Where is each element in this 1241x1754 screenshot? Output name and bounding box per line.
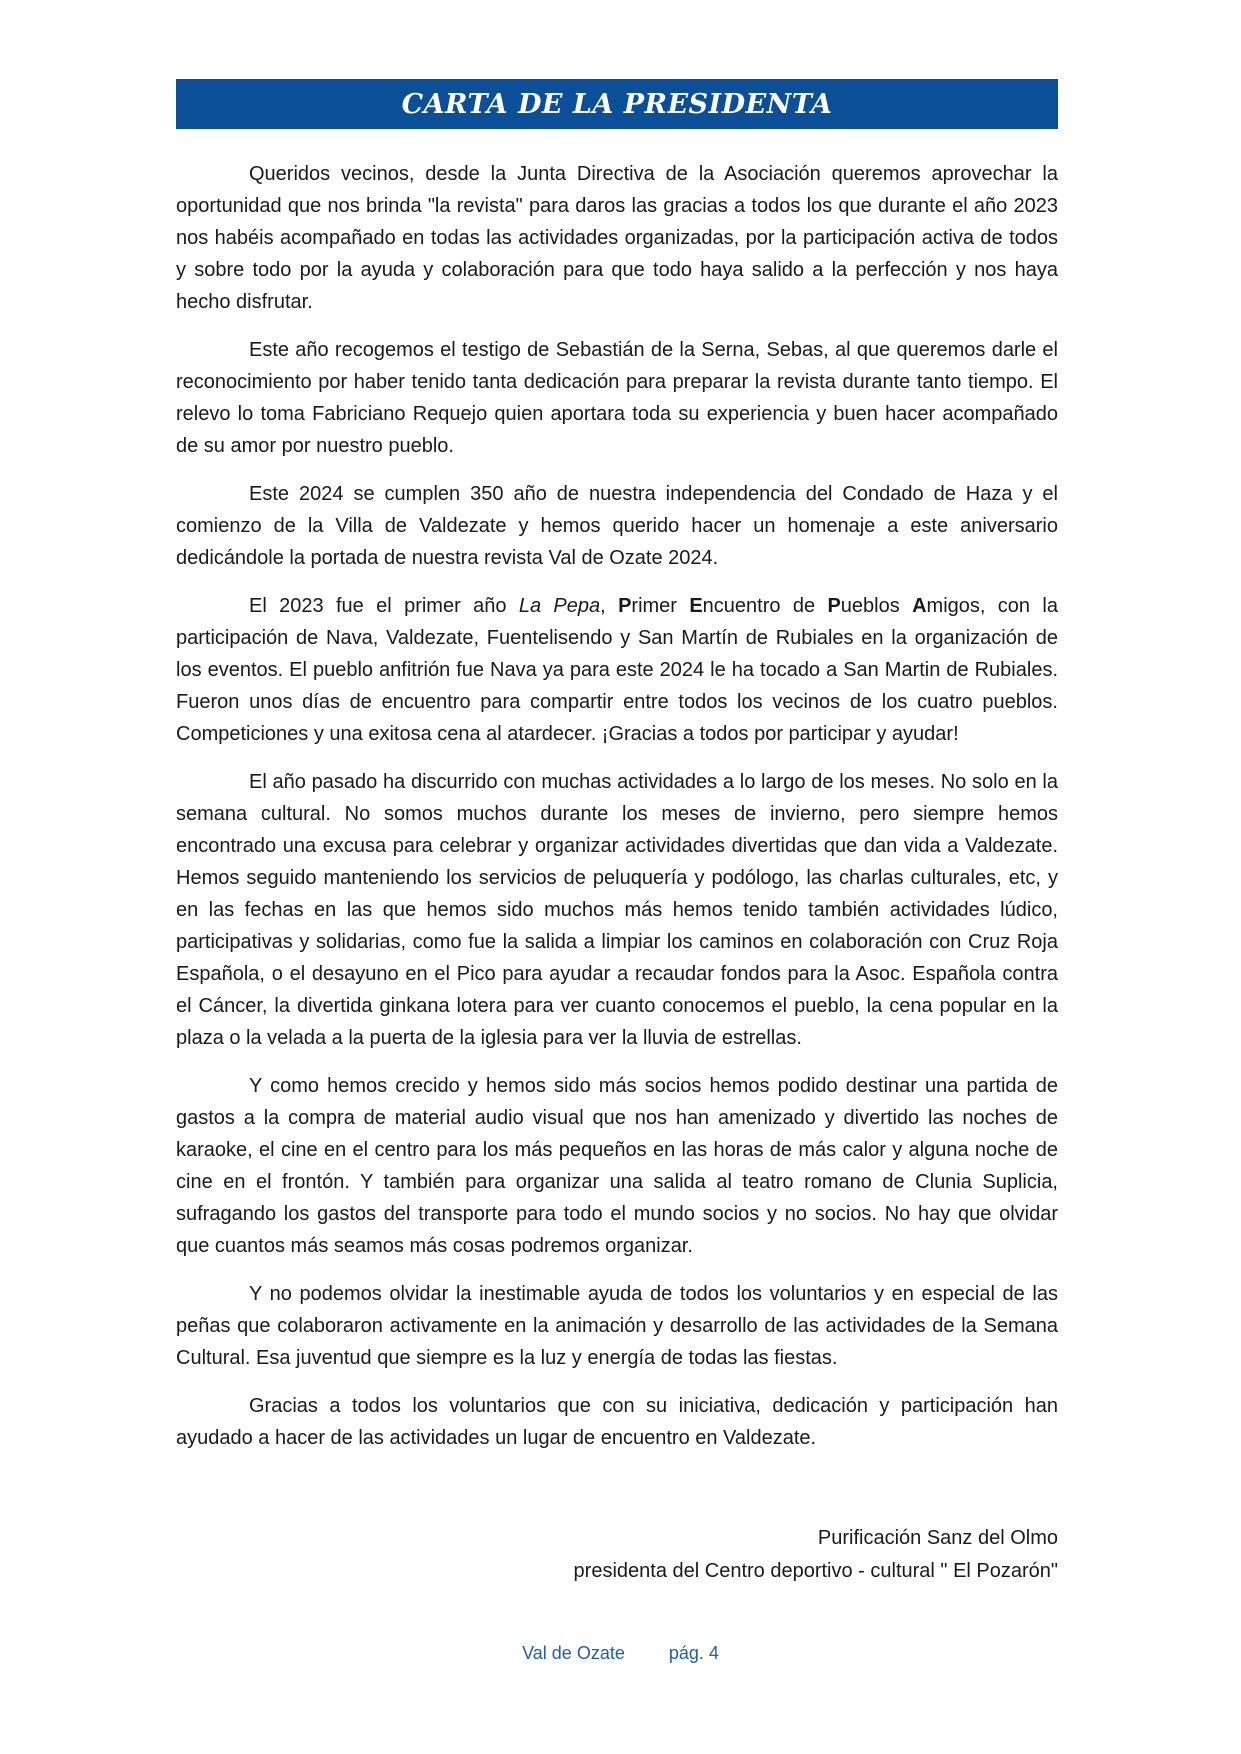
text-run: ueblos xyxy=(840,595,913,617)
signature-block xyxy=(574,1522,1058,1588)
paragraph: Queridos vecinos, desde la Junta Directiva de la Asociación queremos aprovechar la oportunidad que nos brinda "la revista" para daros las gracias a todos los que durante el año 2023 nos habéis acompañado en todas las actividades organizadas, por la participación activa de todos y sobre todo por la ayuda y colaboración para que todo haya salido a la perfección y nos haya hecho disfrutar. xyxy=(176,163,1058,313)
paragraph: Y no podemos olvidar la inestimable ayuda de todos los voluntarios y en especial de las peñas que colaboraron activamente en la animación y desarrollo de las actividades de la Semana Cultural. Esa juventud que siempre es la luz y energía de todas las fiestas. xyxy=(176,1283,1058,1369)
text-run: El 2023 fue el primer año xyxy=(249,595,519,617)
text-run: ncuentro de xyxy=(702,595,828,617)
acronym-letter: E xyxy=(689,595,703,617)
title-banner xyxy=(176,79,1058,129)
text-run: migos, con la participación de Nava, Valdezate, Fuentelisendo y San Martín de Rubiales en la organización de los eventos. El pueblo anfitrión fue Nava ya para este 2024 le ha tocado a San Martin de Rubiales. Fueron unos días de encuentro para compartir entre todos los vecinos de los cuatro pueblos. Competiciones y una exitosa cena al atardecer. ¡Gracias a todos por participar y ayudar! xyxy=(176,595,1058,745)
page-number: pág. 4 xyxy=(668,1643,719,1663)
paragraph: El año pasado ha discurrido con muchas actividades a lo largo de los meses. No solo en la semana cultural. No somos muchos durante los meses de invierno, pero siempre hemos encontrado una excusa para celebrar y organizar actividades divertidas que dan vida a Valdezate. Hemos seguido manteniendo los servicios de peluquería y podólogo, las charlas culturales, etc, y en las fechas en las que hemos sido muchos más hemos tenido también actividades lúdico, participativas y solidarias, como fue la salida a limpiar los caminos en colaboración con Cruz Roja Española, o el desayuno en el Pico para ayudar a recaudar fondos para la Asoc. Española contra el Cáncer, la divertida ginkana lotera para ver cuanto conocemos el pueblo, la cena popular en la plaza o la velada a la puerta de la iglesia para ver la lluvia de estrellas. xyxy=(176,771,1058,1049)
paragraph: Este año recogemos el testigo de Sebastián de la Serna, Sebas, al que queremos darle el reconocimiento por haber tenido tanta dedicación para preparar la revista durante tanto tiempo. El relevo lo toma Fabriciano Requejo quien aportara toda su experiencia y buen hacer acompañado de su amor por nuestro pueblo. xyxy=(176,339,1058,457)
paragraph: Gracias a todos los voluntarios que con su iniciativa, dedicación y participación han ayudado a hacer de las actividades un lugar de encuentro en Valdezate. xyxy=(176,1395,1058,1449)
letter-body xyxy=(176,158,1058,1470)
acronym-letter: P xyxy=(827,595,841,617)
signature-name: Purificación Sanz del Olmo xyxy=(817,1527,1058,1549)
signature-role: presidenta del Centro deportivo - cultural " El Pozarón" xyxy=(573,1560,1058,1582)
page-footer xyxy=(0,1643,1241,1664)
acronym-letter: P xyxy=(618,595,632,617)
paragraph: Este 2024 se cumplen 350 año de nuestra independencia del Condado de Haza y el comienzo de la Villa de Valdezate y hemos querido hacer un homenaje a este aniversario dedicándole la portada de nuestra revista Val de Ozate 2024. xyxy=(176,483,1058,569)
acronym-letter: A xyxy=(912,595,927,617)
event-name-italic: La Pepa xyxy=(518,595,601,617)
publication-name: Val de Ozate xyxy=(522,1643,625,1663)
text-run: rimer xyxy=(631,595,690,617)
paragraph xyxy=(176,590,1058,750)
paragraph: Y como hemos crecido y hemos sido más socios hemos podido destinar una partida de gastos a la compra de material audio visual que nos han amenizado y divertido las noches de karaoke, el cine en el centro para los más pequeños en las horas de más calor y alguna noche de cine en el frontón. Y también para organizar una salida al teatro romano de Clunia Suplicia, sufragando los gastos del transporte para todo el mundo socios y no socios. No hay que olvidar que cuantos más seamos más cosas podremos organizar. xyxy=(176,1075,1058,1257)
page-title: CARTA DE LA PRESIDENTA xyxy=(401,88,833,120)
text-run: , xyxy=(600,595,619,617)
